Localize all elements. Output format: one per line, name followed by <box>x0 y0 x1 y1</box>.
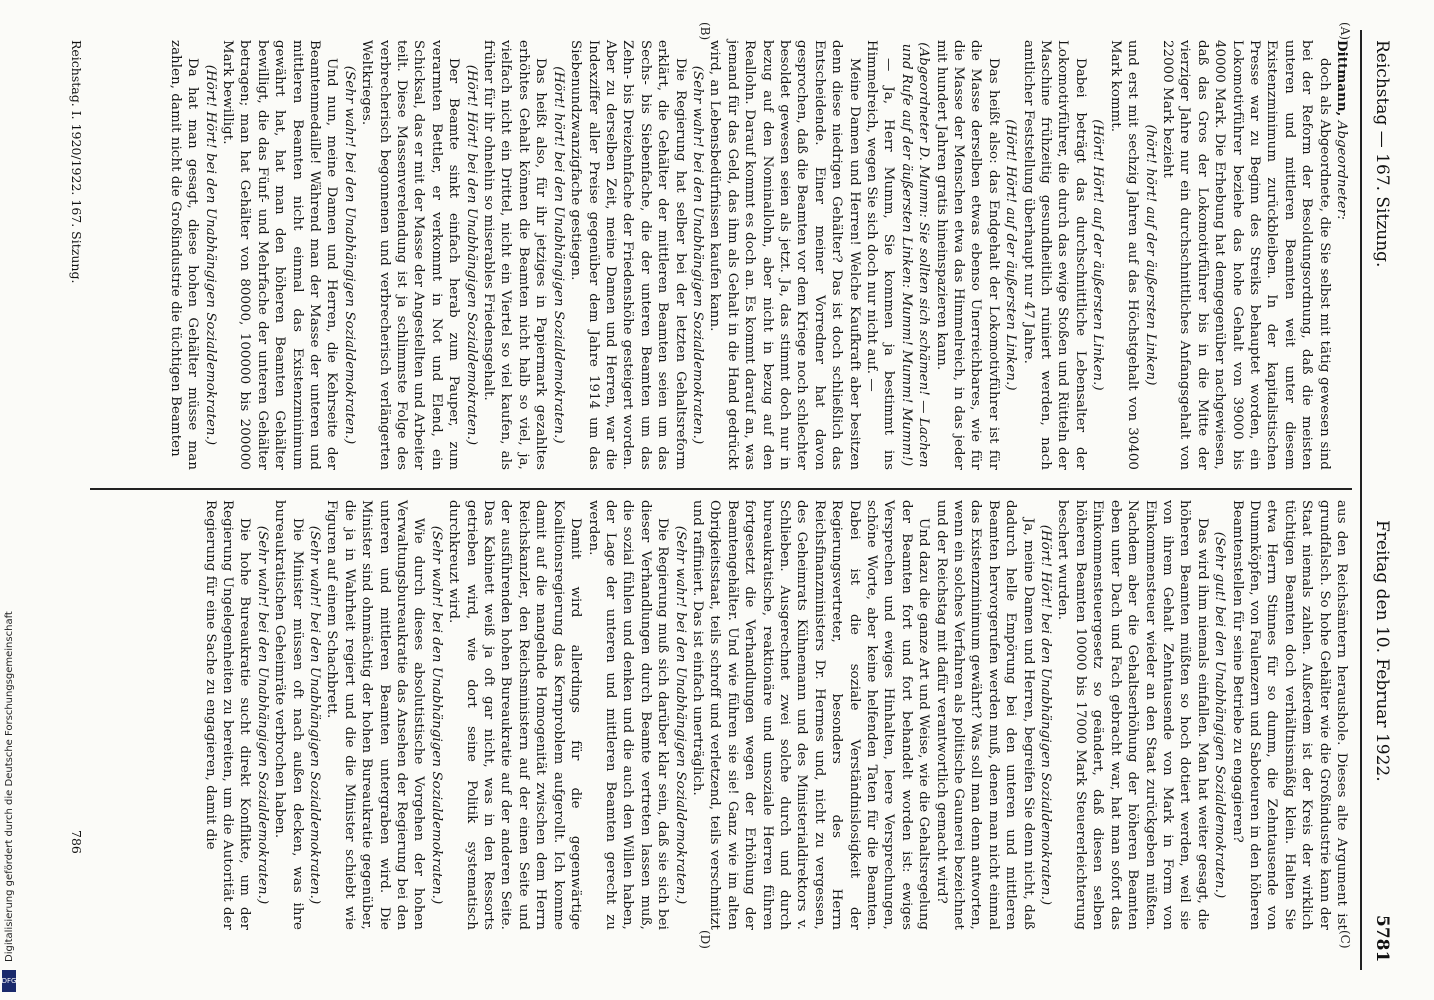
left-interjection: (Sehr wahr! bei den Unabhängigen Sozialdemokraten.) <box>689 65 705 445</box>
right-paragraph: Damit wird allerdings für die gegenwärtige Koalitionsregierung das Kernproblem aufgerollt. Ich komme damit auf die mangelnde Homogenität zwischen dem Herrn Reichskanzler, den Reichsministern auf der einen Seite und der ausführenden hohen Bureaukratie auf der anderen Seite. Das Kabinett weiß ja oft gar nicht, was in den Ressorts getrieben wird, wie dort seine Politik systematisch durchkreuzt wird. <box>446 500 584 930</box>
left-interjection: (hört! hört! auf der äußersten Linken) <box>1142 124 1158 386</box>
right-paragraph: aus den Reichsämtern heraushole. Dieses alte Argument ist grundfalsch. So hohe Gehälter wie die Großindustrie kann der Staat niemals zahlen. Außerdem ist der Kreis der wirklich tüchtigen Beamten doch verhältnismäßig klein. Halten Sie etwa Herrn Stinnes für so dumm, die Zehntausende von Dummköpfen, von Faulenzern und Saboteuren in den höheren Beamtenstellen für seine Betriebe zu engagieren? <box>1229 500 1349 930</box>
right-paragraph: Ja, meine Damen und Herren, begreifen Sie denn nicht, daß dadurch helle Empörung bei den unteren und mittleren Beamten hervorgerufen werden muß, denen man nicht einmal das Existenzminimum gewährt? Was soll man denn antworten, wenn ein solches Verfahren als politische Gaunerei bezeichnet und der Reichstag mit dafür verantwortlich gemacht wird? <box>933 500 1036 930</box>
left-interjection: (Hört! Hört! auf der äußersten Linken.) <box>1090 119 1106 391</box>
marker-c: (C) <box>1338 930 1352 949</box>
left-paragraph: und erst mit sechzig Jahren auf das Höchstgehalt von 30400 Mark kommt. <box>1107 40 1141 470</box>
left-paragraph: Meine Damen und Herren! Welche Kaufkraft aber besitzen denn diese niedrigen Gehälter? Das ist doch schließlich das Entscheidende. Einer meiner Vorredner hat davon gesprochen, daß die Beamten vor dem Kriege noch schlechter besoldet gewesen seien als jetzt. Ja, das stimmt doch nur in bezug auf den Nominallohn, aber nicht in bezug auf den Reallohn. Darauf kommt es doch an. Es kommt darauf an, was jemand für das Geld, das ihm als Gehalt in die Hand gedrückt wird, an Lebensbedürfnissen kaufen kann. <box>707 40 862 470</box>
marker-a: (A) <box>1338 22 1352 41</box>
right-interjection: (Sehr wahr! bei den Unabhängigen Sozialdemokraten.) <box>428 525 444 905</box>
header-rule <box>1360 30 1362 970</box>
left-interjection: (Sehr wahr! bei den Unabhängigen Sozialdemokraten.) <box>341 65 357 445</box>
left-paragraph: — Ja, Herr Mumm, Sie kommen ja bestimmt ins Himmelreich, wegen Sie sich doch nur nicht auf. — <box>864 40 897 470</box>
right-paragraph: Das wird ihm niemals einfallen. Man hat weiter gesagt, die höheren Beamten müßten so hoch dotiert werden, weil sie von ihrem Gehalt Zehntausende von Mark in Form von Einkommensteuer wieder an den Staat zurückgeben müßten. Nachdem aber die Gehaltserhöhung der höheren Beamten eben unter Dach und Fach gebracht war, hat man sofort das Einkommensteuergesetz so geändert, daß diesen selben höheren Beamten 10000 bis 17000 Mark Steuererleichterung beschert wurden. <box>1055 500 1210 930</box>
right-paragraph: Und dazu die ganze Art und Weise, wie die Gehaltsregelung der Beamten fort und fort behandelt worden ist: ewiges Versprechen und ewiges Hinhalten, leere Versprechungen, schöne Worte, aber keine helfenden Taten für die Beamten. Dabei ist die soziale Verständnislosigkeit der Regierungsvertreter, besonders des Herrn Reichsfinanzministers Dr. Hermes und, nicht zu vergessen, des Geheimrats Kühnemann und des Ministerialdirektors v. Schlieben. Ausgerechnet zwei solche durch und durch bureaukratische, reaktionäre und unsoziale Herren führen fortgesetzt die Verhandlungen wegen der Erhöhung der Beamtengehälter. Und wie führen sie sie! Ganz wie im alten Obrigkeitsstaat, teils schroff und verletzend, teils verschmitzt und raffiniert. Das ist einfach unerträglich. <box>689 500 932 930</box>
page-footer: Reichstag. I. 1920/1922. 167. Sitzung. <box>69 40 84 284</box>
left-paragraph: Die Regierung hat selber bei der letzten Gehaltsreform erklärt, die Gehälter der mittleren Beamten seien um das Sechs- bis Siebenfache, die der unteren Beamten um das Zehn- bis Dreizehnfache der Friedenshöhe gesteigert worden. Aber zu derselben Zeit, meine Damen und Herren, war die Indexziffer aller Preise gegenüber dem Jahre 1914 um das Siebenundzwanzigfache gestiegen. <box>568 40 688 470</box>
page-header-left: Reichstag — 167. Sitzung. <box>1372 40 1392 268</box>
right-column <box>100 500 1350 930</box>
left-paragraph: Dabei beträgt das durchschnittliche Lebensalter der Lokomotivführer, die durch das ewige Stoßen und Rütteln der Maschine frühzeitig gesundheitlich ruiniert werden, nach amtlicher Feststellung überhaupt nur 47 Jahre. <box>1020 40 1088 470</box>
left-paragraph: Der Beamte sinkt einfach herab zum Pauper, zum verarmten Bettler, er verkommt in Not und Elend, ein Schicksal, das er mit der Masse der Angestellten und Arbeiter teilt. Diese Massenverelendung ist ja schlimmste Folge des verbrecherisch begonnenen und verbrecherisch verlängerten Weltkrieges. <box>359 40 462 470</box>
speaker-name: Dittmann, <box>1334 40 1349 117</box>
right-paragraph: Die Minister müssen oft nach außen decken, was ihre bureaukratischen Geheimräte verbrochen haben. <box>272 500 305 930</box>
marker-b: (B) <box>698 22 712 41</box>
right-paragraph: Die hohe Bureaukratie sucht direkt Konflikte, um der Regierung Ungelegenheiten zu bereiten, um die Autorität der Regierung für eine Sache zu engagieren, damit die <box>202 500 253 930</box>
right-interjection: (Sehr wahr! bei den Unabhängigen Sozialdemokraten.) <box>307 525 323 905</box>
speaker-line <box>1333 40 1350 470</box>
speaker-note: Abgeordneter: <box>1334 120 1349 220</box>
left-interjection: (Abgeordneter D. Mumm: Sie sollten sich schämen! — Lachen und Rufe auf der äußersten Linken: Mumm! Mumm! Mumm!) <box>898 42 932 468</box>
right-interjection: (Sehr gut! bei den Unabhängigen Sozialdemokraten.) <box>1212 531 1228 899</box>
left-interjection: (Hört! Hört! auf der äußersten Linken.) <box>1003 119 1019 391</box>
left-paragraph: Das heißt also: das Endgehalt der Lokomotivführer ist für die Masse derselben etwas ebenso Unerreichbares, wie für die Masse der Menschen etwa das Himmelreich, in das jeder mit hundert Jahren gratis hineinspazieren kann. <box>933 40 1001 470</box>
right-interjection: (Hört! Hört! bei den Unabhängigen Sozialdemokraten.) <box>1038 524 1054 906</box>
right-interjection: (Sehr wahr! bei den Unabhängigen Sozialdemokraten.) <box>672 525 688 905</box>
right-paragraph: Die Regierung muß sich darüber klar sein, daß sie sich bei dieser Verhandlungen durch Beamte vertreten lassen muß, die sozial fühlen und denken und die auch den Willen haben, der Lage der unteren und mittleren Beamten gerecht zu werden. <box>585 500 671 930</box>
page-reference: 786 <box>69 830 84 854</box>
left-column <box>100 40 1350 470</box>
left-paragraph: Das heißt also, für ihr jetziges in Papiermark gezahltes erhöhtes Gehalt können die Beamten nicht halb so viel, ja, vielfach nicht ein Drittel, nicht ein Viertel so viel kaufen, als früher für ihr ohnehin so miserables Friedensgehalt. <box>481 40 549 470</box>
dfg-logo: DFG <box>2 970 16 992</box>
marker-d: (D) <box>698 930 712 949</box>
left-interjection: (Hört! Hört! bei den Unabhängigen Sozialdemokraten.) <box>463 64 479 446</box>
left-interjection: (Hört! hört! bei den Unabhängigen Sozialdemokraten.) <box>550 66 566 444</box>
digitization-note: Digitalisierung gefördert durch die Deutsche Forschungsgemeinschaft <box>4 611 15 962</box>
left-paragraph: Und nun, meine Damen und Herren, die Kehrseite der Beamtenmedaille! Während man der Masse der unteren und mittleren Beamten nicht einmal das Existenzminimum gewährt hat, hat man den höheren Beamten Gehälter bewilligt, die das Fünf- und Mehrfache der unteren Gehälter betragen; man hat Gehälter von 80000, 100000 bis 200000 Mark bewilligt. <box>220 40 340 470</box>
right-paragraph: Wie durch dieses absolutistische Vorgehen der hohen Verwaltungsbureaukratie das Ansehen der Regierung bei den unteren und mittleren Beamten untergraben wird. Die Minister sind ohnmächtig der hohen Bureaukratie gegenüber, die ja in Wahrheit regiert und die die Minister schiebt wie Figuren auf einem Schachbrett. <box>324 500 427 930</box>
page-number: 5781 <box>1372 915 1392 963</box>
column-divider <box>90 488 1352 490</box>
left-paragraph: doch als Abgeordnete, die Sie selbst mit tätig gewesen sind bei der Reform der Besoldungsordnung, daß die meisten unteren und mittleren Beamten weit unter diesem Existenzminimum zurückbleiben. In der kapitalistischen Presse war zu Beginn des Streiks behauptet worden, ein Lokomotivführer beziehe das hohe Gehalt von 39000 bis 40000 Mark. Die Erhebung hat demgegenüber nachgewiesen, daß das Gros der Lokomotivführer bis in die Mitte der vierziger Jahre nur ein durchschnittliches Anfangsgehalt von 22000 Mark bezieht <box>1159 40 1332 470</box>
right-interjection: (Sehr wahr! bei den Unabhängigen Sozialdemokraten.) <box>254 525 270 905</box>
page-header-right: Freitag den 10. Februar 1922. <box>1372 520 1392 782</box>
left-interjection: (Hört! Hört! bei den Unabhängigen Sozialdemokraten.) <box>202 64 218 446</box>
left-paragraph: Da hat man gesagt, diese hohen Gehälter müsse man zahlen, damit nicht die Großindustrie die tüchtigen Beamten <box>167 40 201 470</box>
